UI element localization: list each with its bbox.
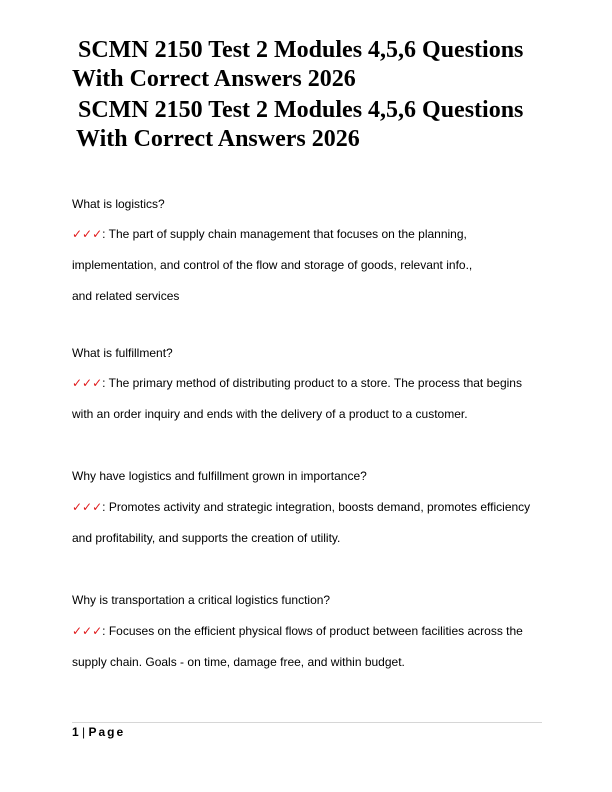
question-text: Why have logistics and fulfillment grown in importance? [72,469,367,483]
answer-text [72,492,540,554]
answer-separator: : [102,624,109,638]
page-label: Page [88,725,126,739]
title-repeat-line-2: With Correct Answers 2026 [76,126,360,152]
answer-body: The part of supply chain management that focuses on the planning, implementation, and control of the flow and storage of goods, relevant info., and related services [72,227,473,303]
footer-separator: | [78,725,89,739]
title-line-1: SCMN 2150 Test 2 Modules 4,5,6 Questions [78,37,524,63]
question-text: Why is transportation a critical logistics function? [72,593,331,607]
checkmarks-icon: ✓✓✓ [72,624,103,638]
question-text: What is fulfillment? [72,346,173,360]
document-title [72,36,572,94]
answer-separator: : [102,500,109,514]
title-repeat-line-1: SCMN 2150 Test 2 Modules 4,5,6 Questions [78,97,524,123]
answer-separator: : [102,227,109,241]
answer-text [72,368,532,430]
title-line-2: With Correct Answers 2026 [72,66,356,92]
checkmarks-icon: ✓✓✓ [72,376,103,390]
page-footer [72,725,125,739]
answer-separator: : [102,376,109,390]
page-number: 1 [72,725,79,739]
answer-text [72,219,474,312]
checkmarks-icon: ✓✓✓ [72,500,103,514]
answer-text [72,616,530,678]
checkmarks-icon: ✓✓✓ [72,227,103,241]
footer-divider [72,722,542,723]
document-title-repeat [72,96,572,154]
answer-body: The primary method of distributing product to a store. The process that begins with an order inquiry and ends with the delivery of a product to a customer. [72,376,522,421]
answer-body: Focuses on the efficient physical flows of product between facilities across the supply chain. Goals - on time, damage free, and within budget. [72,624,523,669]
question-text: What is logistics? [72,197,165,211]
answer-body: Promotes activity and strategic integration, boosts demand, promotes efficiency and profitability, and supports the creation of utility. [72,500,531,545]
